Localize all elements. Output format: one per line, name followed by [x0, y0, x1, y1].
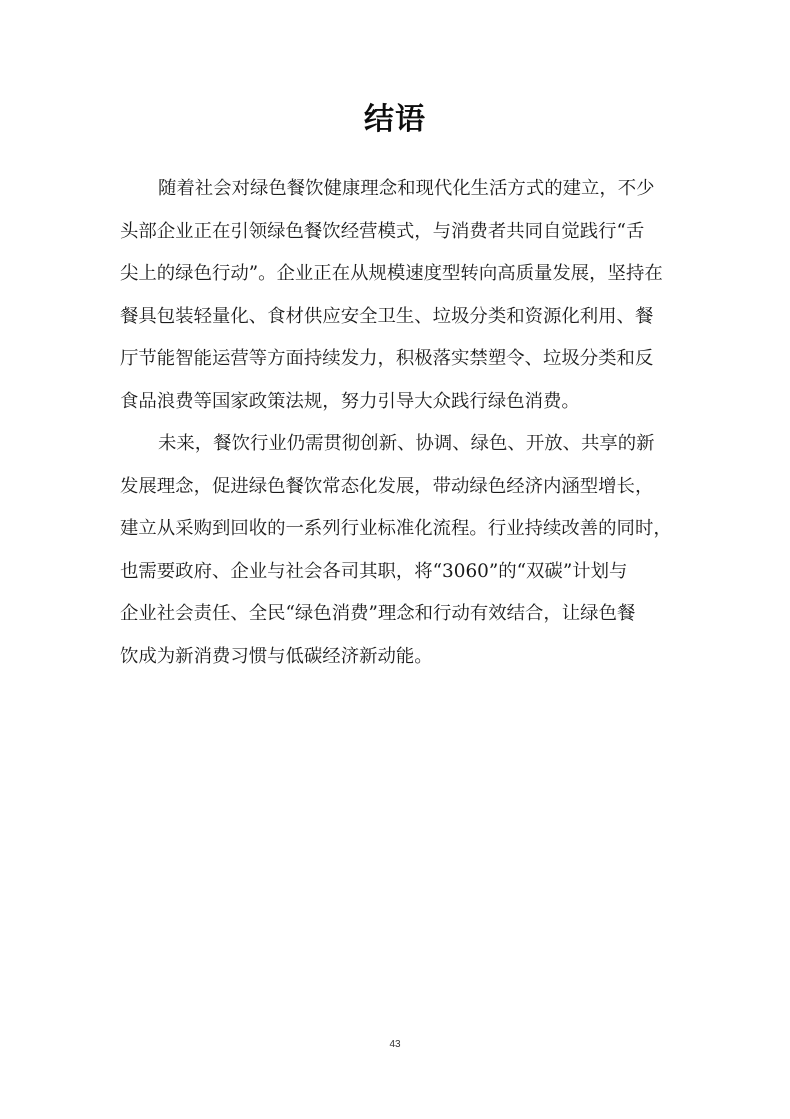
paragraph-line: 头部企业正在引领绿色餐饮经营模式，与消费者共同自觉践行“舌	[120, 220, 645, 242]
paragraph-line: 尖上的绿色行动”。企业正在从规模速度型转向高质量发展，坚持在	[120, 263, 663, 284]
paragraph-2	[120, 423, 672, 678]
page-number: 43	[389, 1039, 401, 1050]
paragraph-1	[120, 168, 672, 423]
paragraph-line: 未来，餐饮行业仍需贯彻创新、协调、绿色、开放、共享的新	[158, 433, 655, 454]
paragraph-line: 饮成为新消费习惯与低碳经济新动能。	[120, 645, 433, 667]
paragraph-line: 餐具包装轻量化、食材供应安全卫生、垃圾分类和资源化利用、餐	[120, 305, 654, 327]
paragraph-line: 建立从采购到回收的一系列行业标准化流程。行业持续改善的同时，	[120, 518, 672, 539]
paragraph-line: 企业社会责任、全民“绿色消费”理念和行动有效结合，让绿色餐	[120, 603, 636, 624]
body-text	[120, 168, 672, 678]
paragraph-line: 也需要政府、企业与社会各司其职，将“3060”的“双碳”计划与	[120, 560, 628, 582]
paragraph-line: 随着社会对绿色餐饮健康理念和现代化生活方式的建立，不少	[158, 178, 655, 199]
page-title: 结语	[364, 102, 426, 137]
paragraph-line: 厅节能智能运营等方面持续发力，积极落实禁塑令、垃圾分类和反	[120, 348, 654, 369]
paragraph-line: 发展理念，促进绿色餐饮常态化发展，带动绿色经济内涵型增长，	[120, 475, 654, 497]
paragraph-line: 食品浪费等国家政策法规，努力引导大众践行绿色消费。	[120, 390, 580, 412]
